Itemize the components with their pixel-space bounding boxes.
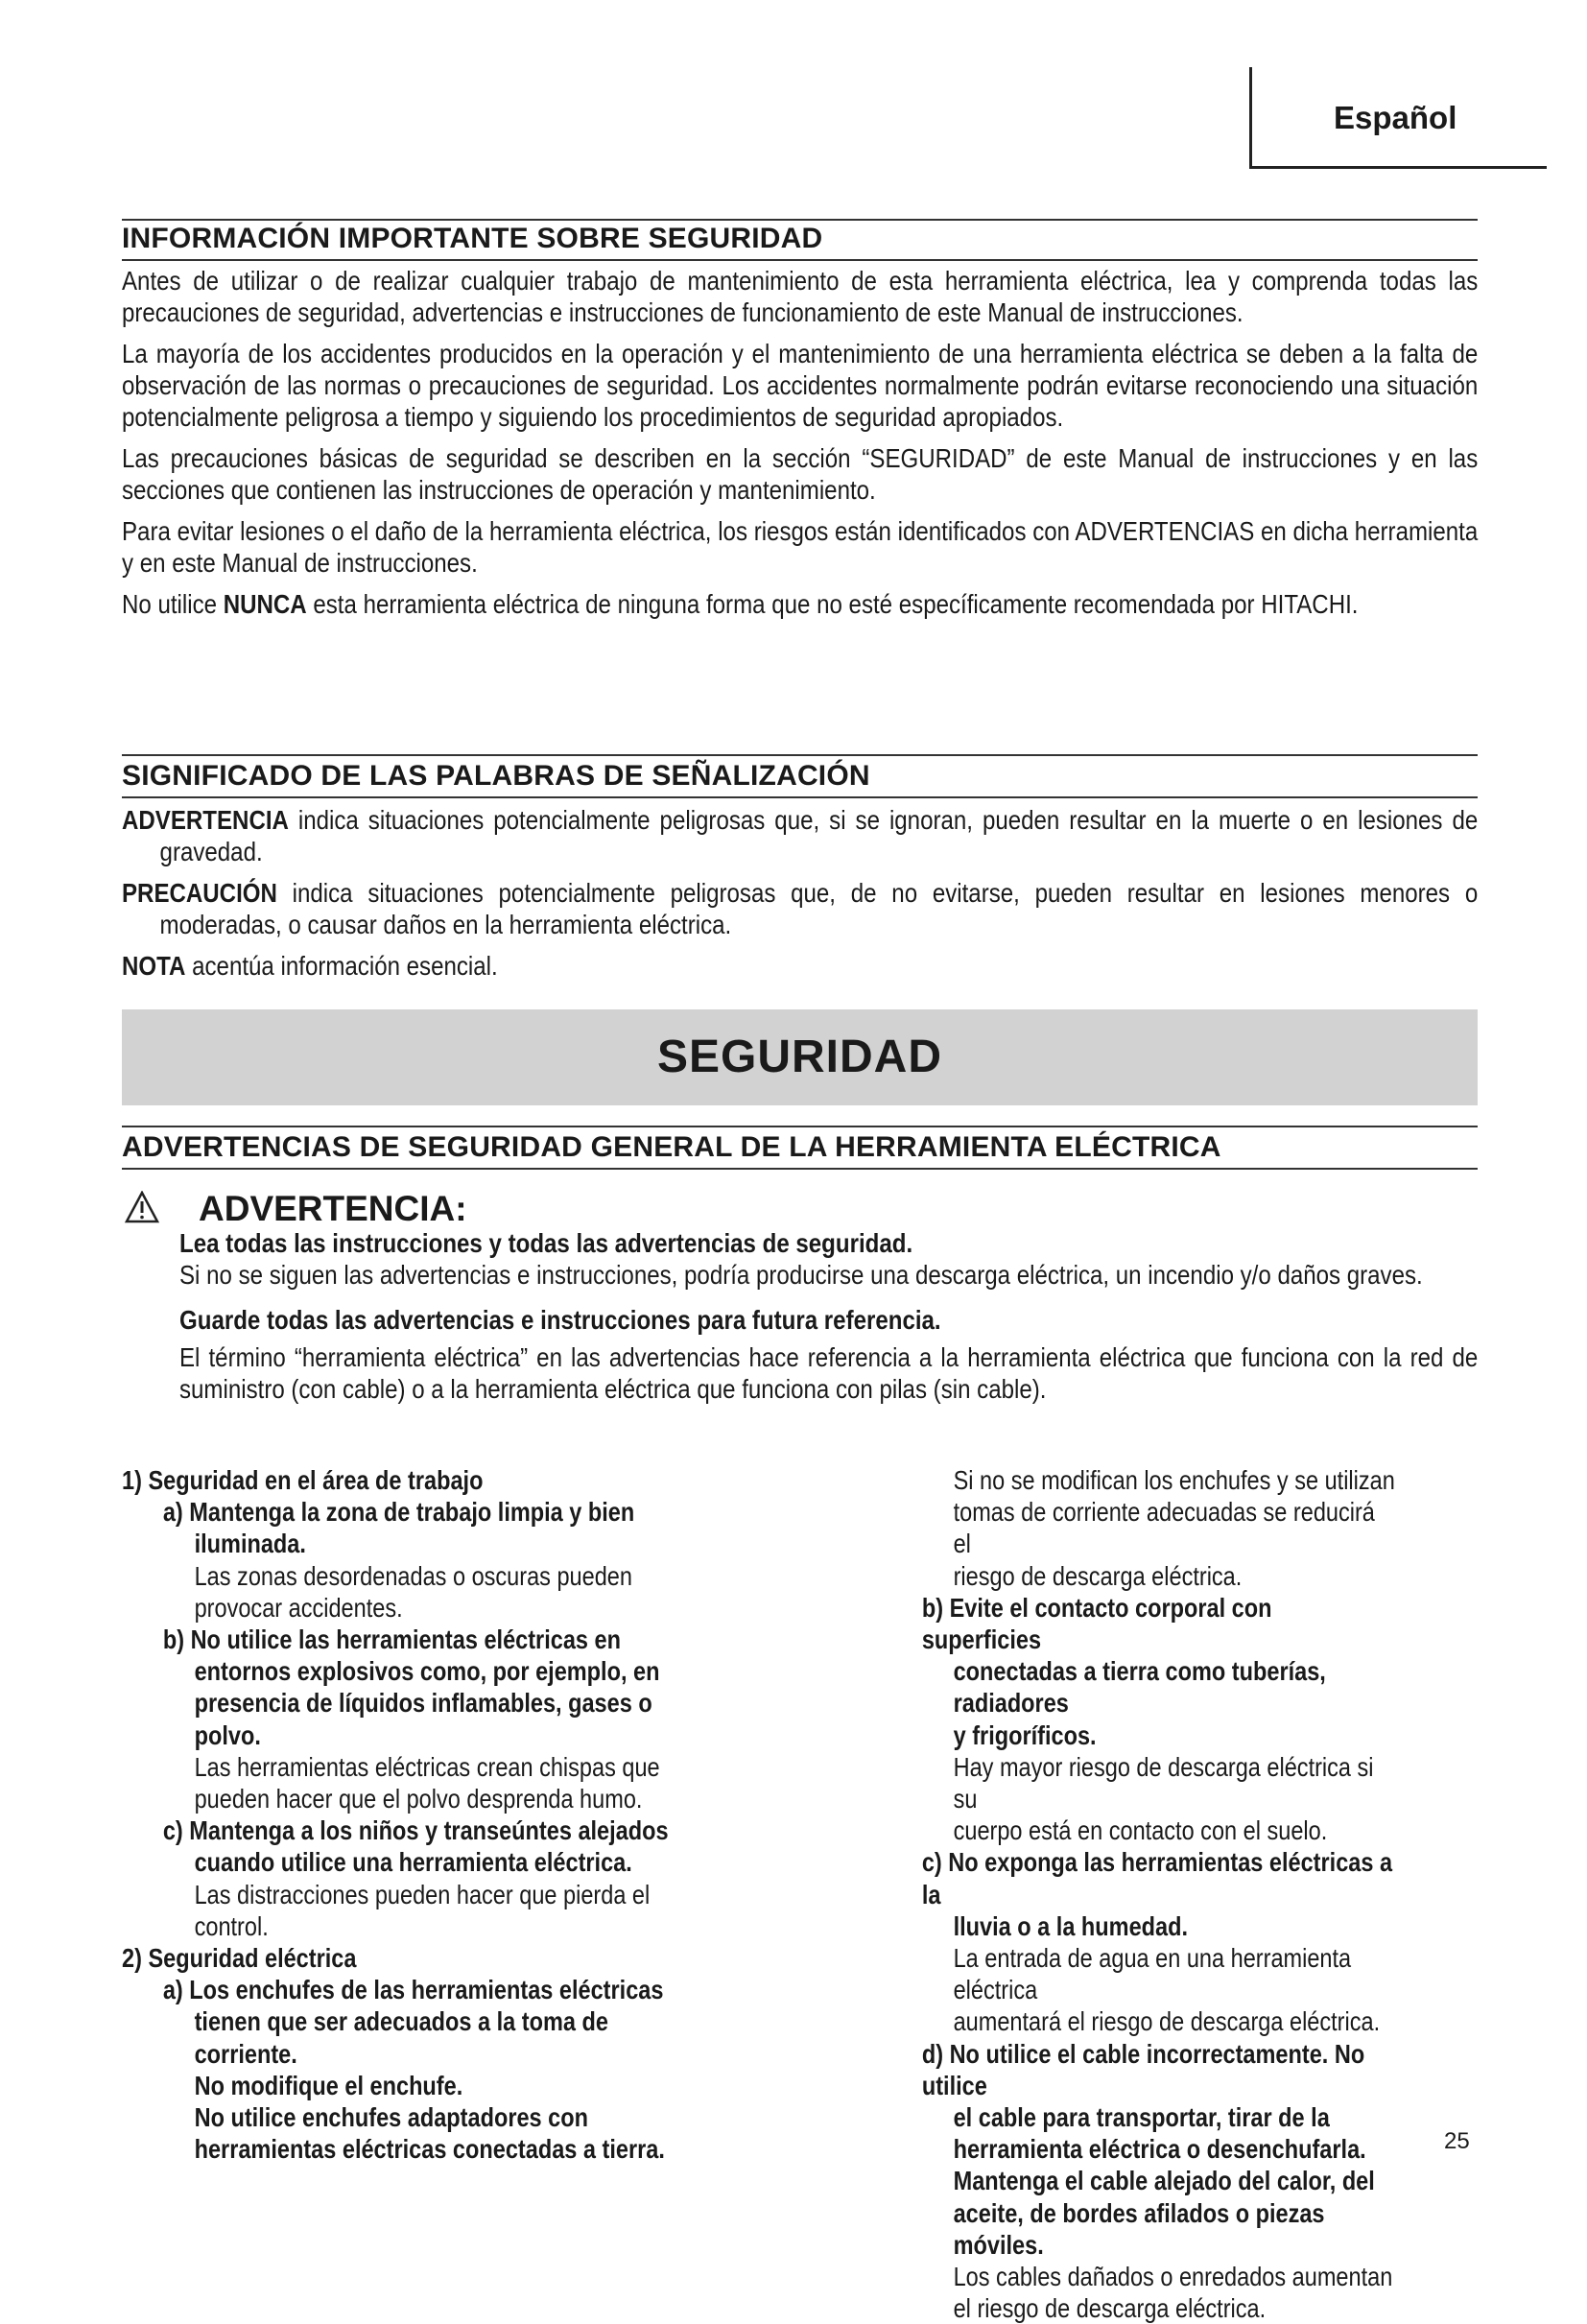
paragraph: Para evitar lesiones o el daño de la herramienta eléctrica, los riesgos están identificados con ADVERTENCIAS en dicha herramienta y en este Manual de instrucciones. [122, 516, 1479, 578]
column-line: entornos explosivos como, por ejemplo, en [194, 1656, 660, 1687]
column-line: iluminada. [194, 1529, 306, 1559]
column-line: Las distracciones pueden hacer que pierda el [194, 1879, 651, 1909]
column-line: cuando utilice una herramienta eléctrica. [194, 1847, 632, 1878]
column-line: lluvia o a la humedad. [953, 1910, 1189, 1941]
safety-banner [122, 1009, 1478, 1105]
definition-nota: NOTA acentúa información esencial. [122, 951, 498, 981]
column-line: el riesgo de descarga eléctrica. [953, 2293, 1267, 2324]
right-column [881, 1464, 1495, 2324]
column-line: a) Mantenga la zona de trabajo limpia y bien [162, 1497, 635, 1528]
column-line: 2) Seguridad eléctrica [122, 1943, 357, 1974]
column-line: b) No utilice las herramientas eléctricas en [162, 1624, 621, 1655]
column-line: control. [194, 1910, 269, 1941]
left-column [122, 1464, 794, 2165]
column-line: y frigoríficos. [953, 1719, 1097, 1750]
warning-text: Si no se siguen las advertencias e instrucciones, podría producirse una descarga eléctrica, un incendio y/o daños graves. [179, 1260, 1423, 1290]
page-number: 25 [1444, 2128, 1470, 2154]
warning-body [179, 1227, 1478, 1405]
section-rule [122, 1126, 1478, 1127]
warning-triangle-icon [125, 1191, 159, 1223]
section-body-signal-words [122, 804, 1478, 982]
column-line: el cable para transportar, tirar de la [953, 2102, 1330, 2133]
column-line: herramienta eléctrica o desenchufarla. [953, 2134, 1366, 2165]
column-line: 1) Seguridad en el área de trabajo [122, 1465, 484, 1495]
section-body-info [122, 265, 1478, 620]
definition-precaucion: PRECAUCIÓN indica situaciones potencialmente peligrosas que, de no evitarse, pueden resultar en lesiones menores o moderadas, o causar daños en la herramienta eléctrica. [122, 878, 1479, 939]
tab-divider-horizontal [1249, 166, 1547, 169]
column-line: No utilice enchufes adaptadores con [194, 2102, 588, 2133]
column-line: No modifique el enchufe. [194, 2070, 463, 2100]
column-line: Los cables dañados o enredados aumentan [953, 2262, 1393, 2292]
column-line: b) Evite el contacto corporal con superficies [921, 1592, 1272, 1655]
banner-title: SEGURIDAD [656, 1032, 943, 1082]
warning-bold-line: Lea todas las instrucciones y todas las advertencias de seguridad. [179, 1228, 913, 1258]
column-line: provocar accidentes. [194, 1592, 403, 1623]
column-line: pueden hacer que el polvo desprenda humo. [194, 1784, 643, 1814]
section-rule [122, 219, 1478, 221]
warning-text: El término “herramienta eléctrica” en las advertencias hace referencia a la herramienta eléctrica que funciona con la red de suministro (con cable) o a la herramienta eléctrica que funciona con pilas (sin cable). [179, 1342, 1479, 1404]
paragraph: La mayoría de los accidentes producidos en la operación y el mantenimiento de una herramienta eléctrica se deben a la falta de observación de las normas o precauciones de seguridad. Los accidentes normalmente podrán evitarse reconociendo una situación potencialmente peligrosa a tiempo y siguiendo los procedimientos de seguridad apropiados. [122, 339, 1479, 432]
paragraph: Las precauciones básicas de seguridad se describen en la sección “SEGURIDAD” de este Manual de instrucciones y en las secciones que contienen las instrucciones de operación y mantenimiento. [122, 443, 1479, 505]
definition-advertencia: ADVERTENCIA indica situaciones potencialmente peligrosas que, si se ignoran, pueden resultar en la muerte o en lesiones de gravedad. [122, 805, 1479, 866]
column-line: c) Mantenga a los niños y transeúntes alejados [162, 1815, 669, 1846]
column-line: aceite, de bordes afilados o piezas móviles. [953, 2197, 1325, 2260]
column-line: aumentará el riesgo de descarga eléctrica. [953, 2006, 1381, 2037]
column-line: Las zonas desordenadas o oscuras pueden [194, 1560, 632, 1591]
section-heading-signal-words: SIGNIFICADO DE LAS PALABRAS DE SEÑALIZACIÓN [122, 760, 870, 792]
language-label: Español [1334, 100, 1457, 135]
column-line: tomas de corriente adecuadas se reducirá el [953, 1497, 1375, 1559]
section-rule [122, 754, 1478, 756]
warning-title: ADVERTENCIA: [199, 1189, 467, 1228]
column-line: presencia de líquidos inflamables, gases o polvo. [194, 1688, 652, 1750]
column-line: herramientas eléctricas conectadas a tierra. [194, 2134, 665, 2165]
tab-divider-vertical [1249, 67, 1252, 169]
paragraph: Antes de utilizar o de realizar cualquier trabajo de mantenimiento de esta herramienta eléctrica, lea y comprenda todas las precauciones de seguridad, advertencias e instrucciones de funcionamiento de este Manual de instrucciones. [122, 266, 1479, 327]
section-heading-info: INFORMACIÓN IMPORTANTE SOBRE SEGURIDAD [122, 223, 823, 254]
column-line: tienen que ser adecuados a la toma de corriente. [194, 2006, 608, 2069]
warning-bold-line: Guarde todas las advertencias e instrucciones para futura referencia. [179, 1305, 941, 1335]
column-line: La entrada de agua en una herramienta eléctrica [953, 1943, 1352, 2005]
section-rule [122, 796, 1478, 798]
section-heading-general-warnings: ADVERTENCIAS DE SEGURIDAD GENERAL DE LA HERRAMIENTA ELÉCTRICA [122, 1131, 1221, 1163]
column-line: Si no se modifican los enchufes y se utilizan [953, 1465, 1395, 1495]
paragraph: No utilice NUNCA esta herramienta eléctrica de ninguna forma que no esté específicamente recomendada por HITACHI. [122, 589, 1359, 619]
column-line: cuerpo está en contacto con el suelo. [953, 1815, 1328, 1846]
section-rule [122, 1168, 1478, 1170]
column-line: a) Los enchufes de las herramientas eléctricas [162, 1975, 664, 2005]
column-line: conectadas a tierra como tuberías, radiadores [953, 1656, 1326, 1719]
column-line: Mantenga el cable alejado del calor, del [953, 2166, 1375, 2196]
column-line: Las herramientas eléctricas crean chispas que [194, 1751, 660, 1782]
column-line: riesgo de descarga eléctrica. [953, 1560, 1243, 1591]
column-line: d) No utilice el cable incorrectamente. No utilice [921, 2038, 1365, 2100]
column-line: Hay mayor riesgo de descarga eléctrica si su [953, 1751, 1374, 1814]
column-line: c) No exponga las herramientas eléctricas a la [921, 1847, 1393, 1909]
section-rule [122, 259, 1478, 261]
